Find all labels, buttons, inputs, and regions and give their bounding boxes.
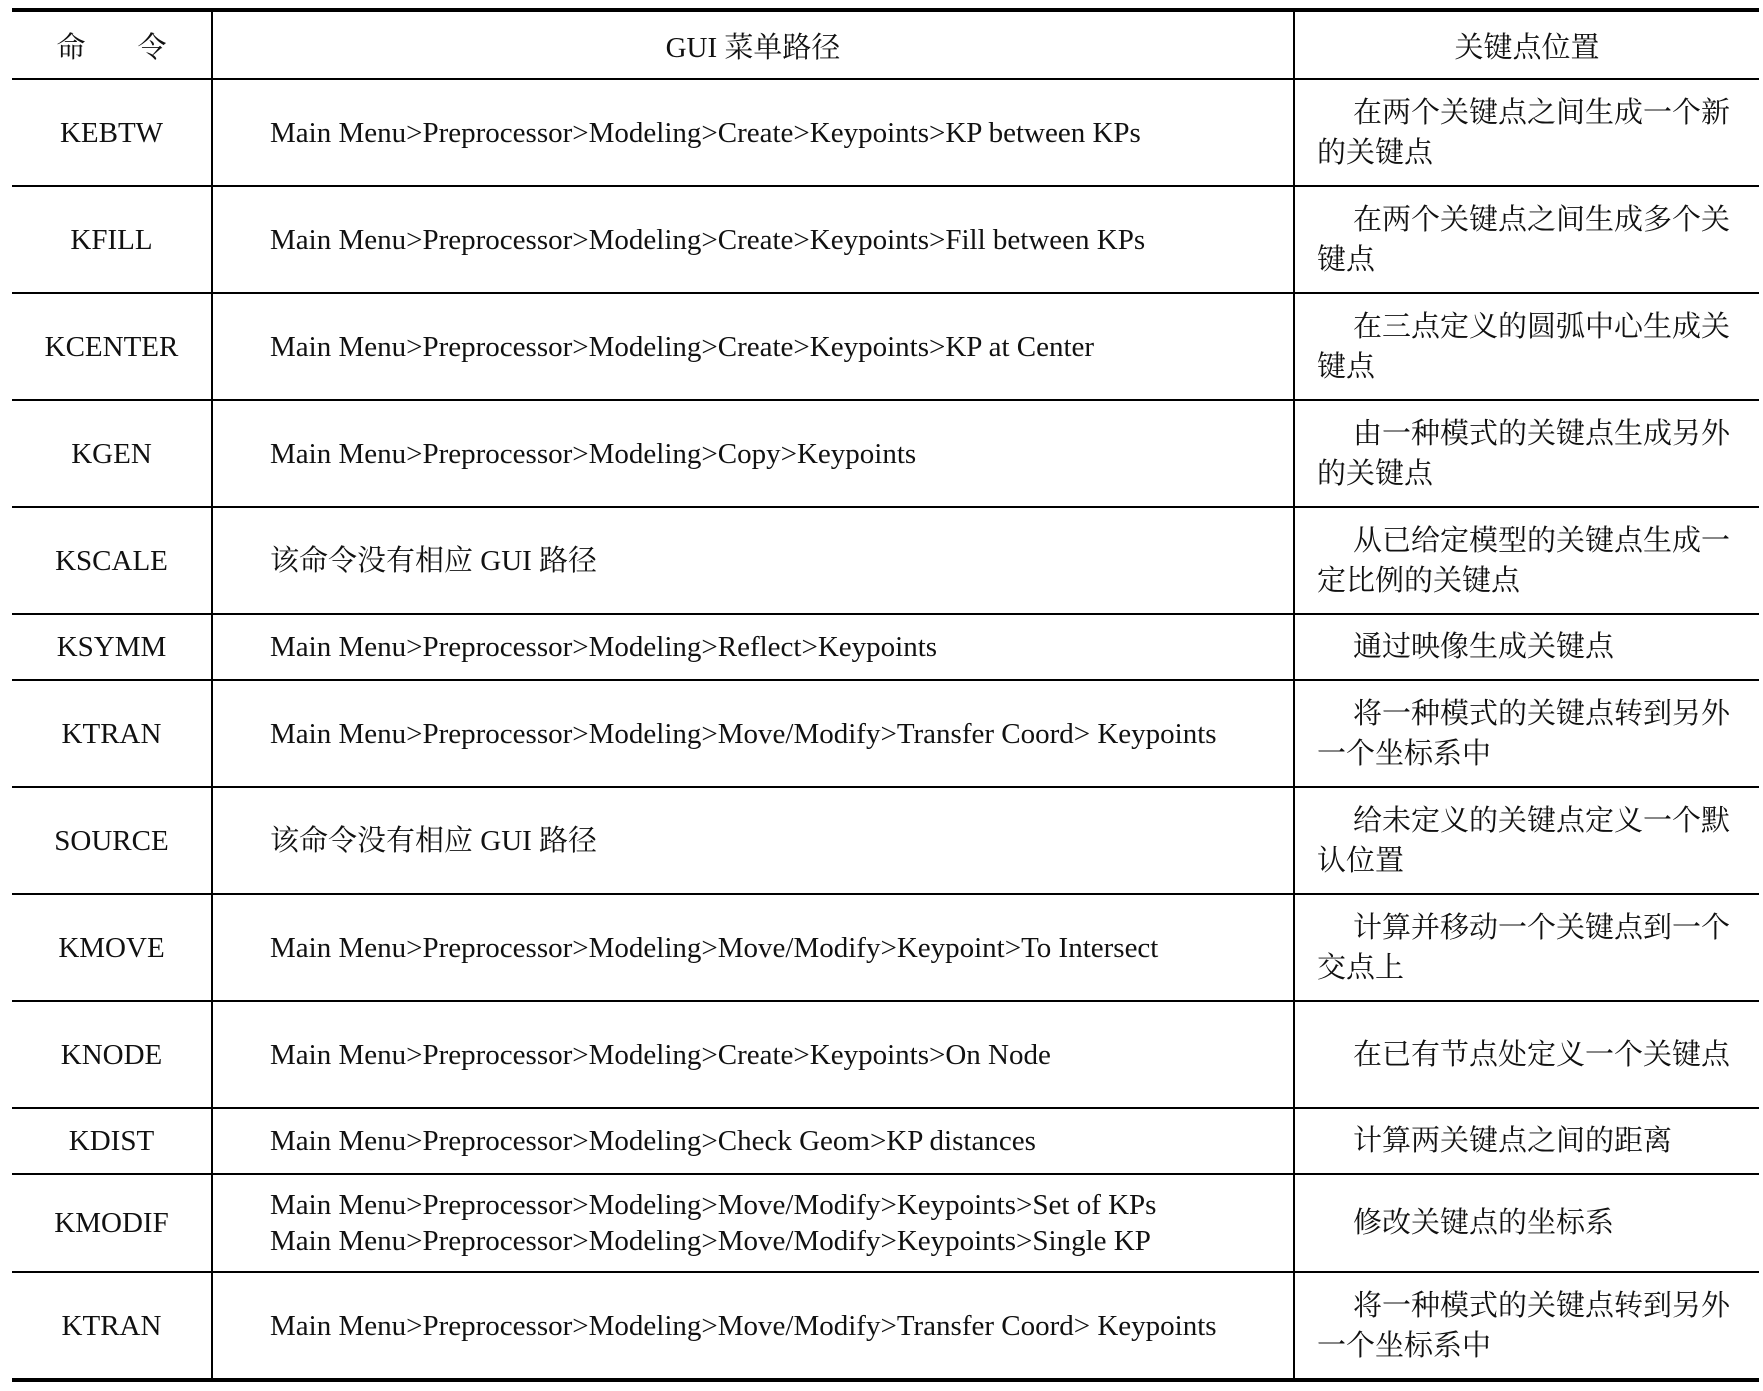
table-row [12,186,1759,293]
command-cell: SOURCE [12,787,212,894]
command-cell: KNODE [12,1001,212,1108]
gui-path-cell [212,400,1294,507]
table-row [12,787,1759,894]
position-cell: 修改关键点的坐标系 [1294,1174,1759,1272]
gui-path-cell [212,787,1294,894]
gui-path-cell [212,293,1294,400]
command-cell: KCENTER [12,293,212,400]
table-row [12,614,1759,680]
gui-path-line: Main Menu>Preprocessor>Modeling>Move/Modify>Transfer Coord> Keypoints [270,1309,1217,1342]
command-cell: KTRAN [12,1272,212,1380]
header-row [12,10,1759,79]
position-cell: 由一种模式的关键点生成另外的关键点 [1294,400,1759,507]
gui-path-line: Main Menu>Preprocessor>Modeling>Create>Keypoints>Fill between KPs [270,223,1146,256]
command-cell: KTRAN [12,680,212,787]
gui-path-line: Main Menu>Preprocessor>Modeling>Move/Modify>Keypoint>To Intersect [270,931,1159,964]
command-cell: KGEN [12,400,212,507]
command-cell: KFILL [12,186,212,293]
command-cell: KSYMM [12,614,212,680]
gui-path-line: 该命令没有相应 GUI 路径 [270,544,598,577]
table-body [12,79,1759,1380]
table-row [12,1174,1759,1272]
position-cell: 在三点定义的圆弧中心生成关键点 [1294,293,1759,400]
position-cell: 将一种模式的关键点转到另外一个坐标系中 [1294,680,1759,787]
gui-path-cell [212,507,1294,614]
gui-path-cell [212,1272,1294,1380]
table-row [12,1108,1759,1174]
gui-path-line: 该命令没有相应 GUI 路径 [270,824,598,857]
table-row [12,79,1759,186]
position-cell: 计算两关键点之间的距离 [1294,1108,1759,1174]
position-cell: 将一种模式的关键点转到另外一个坐标系中 [1294,1272,1759,1380]
table-row [12,1001,1759,1108]
gui-path-cell [212,1108,1294,1174]
gui-path-cell [212,186,1294,293]
table-row [12,894,1759,1001]
table-row [12,507,1759,614]
gui-path-cell [212,1001,1294,1108]
gui-path-line: Main Menu>Preprocessor>Modeling>Move/Modify>Keypoints>Set of KPs [270,1189,1157,1221]
gui-path-cell [212,680,1294,787]
header-keypoint-position: 关键点位置 [1294,10,1759,79]
gui-path-line: Main Menu>Preprocessor>Modeling>Check Geom>KP distances [270,1125,1036,1157]
command-cell: KDIST [12,1108,212,1174]
position-cell: 在已有节点处定义一个关键点 [1294,1001,1759,1108]
table-row [12,680,1759,787]
table-row [12,400,1759,507]
position-cell: 在两个关键点之间生成多个关键点 [1294,186,1759,293]
command-cell: KMOVE [12,894,212,1001]
gui-path-line: Main Menu>Preprocessor>Modeling>Copy>Keypoints [270,437,917,470]
table-row [12,1272,1759,1380]
command-table [12,8,1759,1382]
gui-path-line: Main Menu>Preprocessor>Modeling>Move/Modify>Keypoints>Single KP [270,1225,1151,1257]
position-cell: 计算并移动一个关键点到一个交点上 [1294,894,1759,1001]
header-gui-path: GUI 菜单路径 [212,10,1294,79]
gui-path-cell [212,79,1294,186]
position-cell: 从已给定模型的关键点生成一定比例的关键点 [1294,507,1759,614]
gui-path-line: Main Menu>Preprocessor>Modeling>Create>Keypoints>KP between KPs [270,116,1141,149]
gui-path-line: Main Menu>Preprocessor>Modeling>Move/Modify>Transfer Coord> Keypoints [270,717,1217,750]
command-cell: KMODIF [12,1174,212,1272]
gui-path-cell [212,614,1294,680]
gui-path-cell [212,894,1294,1001]
command-cell: KSCALE [12,507,212,614]
gui-path-line: Main Menu>Preprocessor>Modeling>Create>Keypoints>KP at Center [270,330,1095,363]
table-row [12,293,1759,400]
gui-path-line: Main Menu>Preprocessor>Modeling>Create>Keypoints>On Node [270,1038,1051,1071]
gui-path-line: Main Menu>Preprocessor>Modeling>Reflect>Keypoints [270,631,938,663]
header-command-label: 命令 [56,31,219,64]
position-cell: 在两个关键点之间生成一个新的关键点 [1294,79,1759,186]
command-cell: KEBTW [12,79,212,186]
gui-path-cell [212,1174,1294,1272]
position-cell: 给未定义的关键点定义一个默认位置 [1294,787,1759,894]
header-command [12,10,219,79]
position-cell: 通过映像生成关键点 [1294,614,1759,680]
